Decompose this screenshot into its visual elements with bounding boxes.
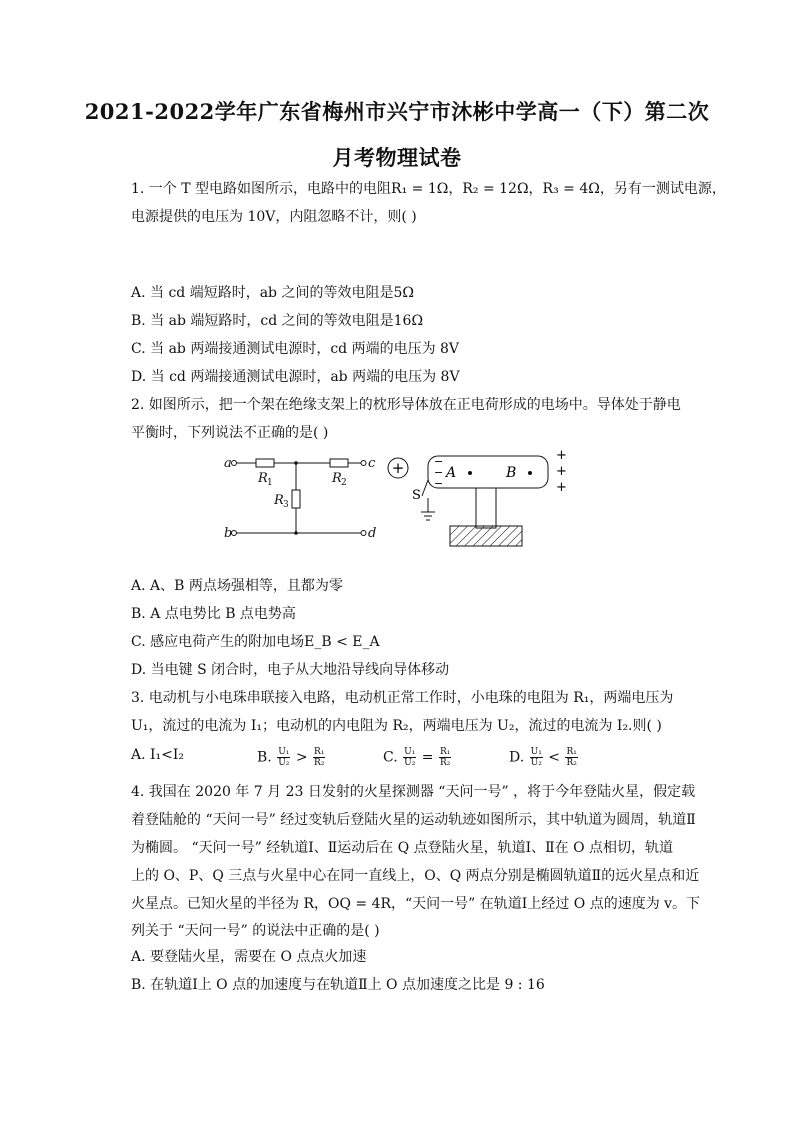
- svg-text:+: +: [556, 448, 567, 463]
- insulating-stand: [476, 488, 496, 528]
- svg-text:−: −: [434, 466, 444, 479]
- q4-option-a: A. 要登陆火星，需要在 O 点点火加速: [131, 949, 367, 965]
- q2-option-a: A. A、B 两点场强相等，且都为零: [131, 578, 343, 594]
- q3-option-d: D. $\frac{\text{U₁}}{\text{U₂}}$ < $\frac{\text{R₁}}{\text{R₂}}$: [509, 747, 577, 768]
- q4-stem-line6: 列关于 “天问一号” 的说法中正确的是( ): [131, 923, 380, 939]
- exam-title-line2: 月考物理试卷: [332, 145, 462, 170]
- switch-s: [422, 480, 428, 496]
- terminal-a: [232, 461, 237, 466]
- fraction-u1-u2: $\frac{\text{U₁}}{\text{U₂}}$: [404, 747, 416, 768]
- q2-option-b: B. A 点电势比 B 点电势高: [131, 606, 296, 622]
- q4-stem-line1: 4. 我国在 2020 年 7 月 23 日发射的火星探测器 “天问一号” ，将于今年登陆火星，假定载: [131, 784, 696, 800]
- terminal-d: [361, 531, 366, 536]
- q2-option-c: C. 感应电荷产生的附加电场E_B < E_A: [131, 634, 380, 650]
- q2-stem-line1: 2. 如图所示，把一个架在绝缘支架上的枕形导体放在正电荷形成的电场中。导体处于静电: [131, 397, 681, 413]
- label-a: a: [224, 456, 232, 471]
- q2-stem-line2: 平衡时，下列说法不正确的是( ): [131, 425, 329, 441]
- stand-base: [450, 526, 522, 546]
- resistor-r3: [292, 490, 300, 508]
- q3-stem-line2: U₁，流过的电流为 I₁；电动机的内电阻为 R₂，两端电压为 U₂，流过的电流为 I₂.则( ): [131, 718, 662, 734]
- q1-option-c: C. 当 ab 两端接通测试电源时，cd 两端的电压为 8V: [131, 341, 460, 357]
- q4-stem-line5: 火星点。已知火星的半径为 R，OQ = 4R，“天问一号” 在轨道Ⅰ上经过 O 点的速度为 v。下: [131, 896, 701, 912]
- q2-option-d: D. 当电键 S 闭合时，电子从大地沿导线向导体移动: [131, 662, 450, 678]
- q4-stem-line2: 着登陆舱的 “天问一号” 经过变轨后登陆火星的运动轨迹如图所示，其中轨道为圆周，轨道Ⅱ: [131, 812, 696, 828]
- label-d: d: [368, 526, 377, 541]
- label-point-a: A: [446, 465, 457, 481]
- label-b: b: [224, 526, 233, 541]
- svg-text:−: −: [434, 455, 444, 468]
- q1-stem-line2: 电源提供的电压为 10V，内阻忽略不计，则( ): [131, 209, 417, 225]
- resistor-r1: [256, 459, 274, 467]
- svg-text:+: +: [556, 480, 567, 495]
- label-r2: R: [332, 471, 342, 486]
- q4-option-b: B. 在轨道Ⅰ上 O 点的加速度与在轨道Ⅱ上 O 点加速度之比是 9 : 16: [131, 977, 545, 993]
- q4-stem-line3: 为椭圆。 “天问一号” 经轨道Ⅰ、Ⅱ运动后在 Q 点登陆火星，轨道Ⅰ、Ⅱ在 O 点相切，轨道: [131, 840, 674, 856]
- q3-stem-line1: 3. 电动机与小电珠串联接入电路，电动机正常工作时，小电珠的电阻为 R₁，两端电压为: [131, 690, 674, 706]
- fraction-u1-u2: $\frac{\text{U₁}}{\text{U₂}}$: [278, 747, 290, 768]
- q4-stem-line4: 上的 O、P、Q 三点与火星中心在同一直线上，O、Q 两点分别是椭圆轨道Ⅱ的远火星点和近: [131, 868, 700, 884]
- label-c: c: [368, 456, 376, 471]
- label-point-b: B: [506, 465, 517, 481]
- fraction-r1-r2: $\frac{\text{R₁}}{\text{R₂}}$: [314, 747, 325, 768]
- fraction-r1-r2: $\frac{\text{R₁}}{\text{R₂}}$: [439, 747, 451, 768]
- q1-option-d: D. 当 cd 两端接通测试电源时，ab 两端的电压为 8V: [131, 369, 460, 385]
- q3-option-a: A. I₁<I₂: [131, 747, 185, 763]
- t-circuit-diagram: [222, 446, 382, 546]
- label-r3: R: [274, 493, 284, 508]
- q3-option-b: B. $\frac{\text{U₁}}{\text{U₂}}$ > $\frac{\text{R₁}}{\text{R₂}}$: [257, 747, 325, 768]
- label-r3-sub: 3: [283, 500, 289, 510]
- terminal-c: [361, 461, 366, 466]
- q3-option-c: C. $\frac{\text{U₁}}{\text{U₂}}$ = $\frac{\text{R₁}}{\text{R₂}}$: [383, 747, 451, 768]
- svg-text:−: −: [434, 477, 444, 490]
- fraction-r1-r2: $\frac{\text{R₁}}{\text{R₂}}$: [566, 747, 577, 768]
- label-r2-sub: 2: [341, 478, 347, 488]
- label-switch-s: S: [412, 488, 421, 503]
- positive-charge-sign: +: [391, 459, 405, 477]
- svg-text:+: +: [556, 464, 567, 479]
- q1-option-a: A. 当 cd 端短路时，ab 之间的等效电阻是5Ω: [131, 285, 414, 301]
- fraction-u1-u2: $\frac{\text{U₁}}{\text{U₂}}$: [530, 747, 542, 768]
- exam-title-line1: 2021-2022学年广东省梅州市兴宁市沐彬中学高一（下）第二次: [84, 99, 710, 124]
- label-r1-sub: 1: [267, 478, 273, 488]
- q1-stem-line1: 1. 一个 T 型电路如图所示，电路中的电阻R₁ = 1Ω，R₂ = 12Ω，R₃ = 4Ω，另有一测试电源，: [131, 181, 726, 197]
- q1-option-b: B. 当 ab 端短路时，cd 之间的等效电阻是16Ω: [131, 313, 424, 329]
- resistor-r2: [330, 459, 348, 467]
- conductor-diagram: [384, 448, 584, 550]
- label-r1: R: [258, 471, 268, 486]
